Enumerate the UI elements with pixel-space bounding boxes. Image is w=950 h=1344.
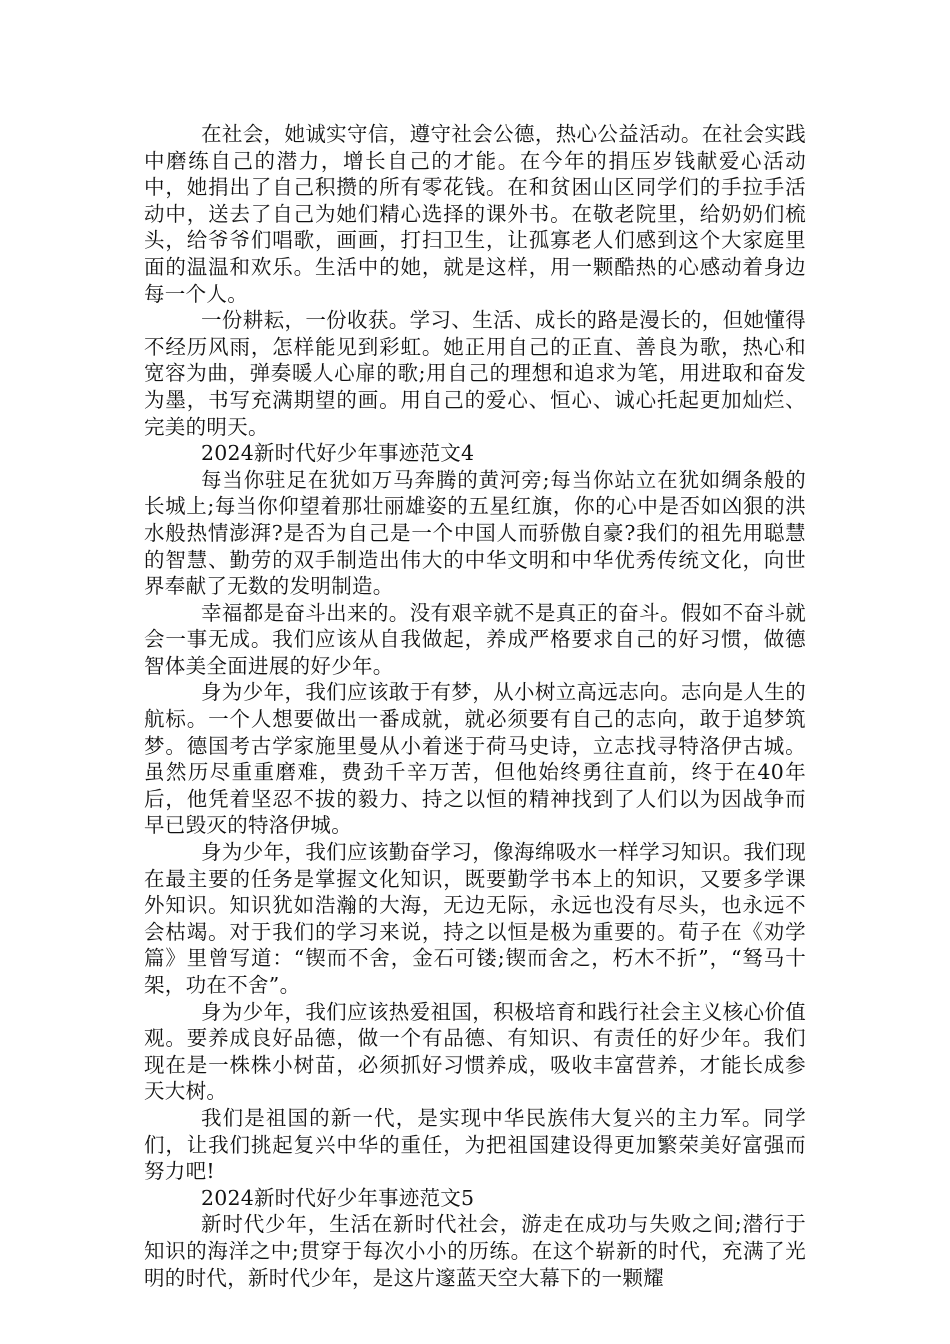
paragraph: 身为少年，我们应该勤奋学习，像海绵吸水一样学习知识。我们现在最主要的任务是掌握文化知识，既要勤学书本上的知识，又要多学课外知识。知识犹如浩瀚的大海，无边无际，永远也没有尽头，也永远不会枯竭。对于我们的学习来说，持之以恒是极为重要的。荀子在《劝学篇》里曾写道：“锲而不舍，金石可镂;锲而舍之，朽木不折”，“驽马十架，功在不舍”。	[144, 840, 806, 997]
paragraph: 身为少年，我们应该敢于有梦，从小树立高远志向。志向是人生的航标。一个人想要做出一番成就，就必须要有自己的志向，敢于追梦筑梦。德国考古学家施里曼从小着迷于荷马史诗，立志找寻特洛伊古城。虽然历尽重重磨难，费劲千辛万苦，但他始终勇往直前，终于在40年后，他凭着坚忍不拔的毅力、持之以恒的精神找到了人们以为因战争而早已毁灭的特洛伊城。	[144, 680, 806, 838]
document-body	[144, 121, 806, 1291]
paragraph: 新时代少年，生活在新时代社会，游走在成功与失败之间;潜行于知识的海洋之中;贯穿于每次小小的历练。在这个崭新的时代，充满了光明的时代，新时代少年，是这片邃蓝天空大幕下的一颗耀	[144, 1212, 806, 1290]
paragraph: 一份耕耘，一份收获。学习、生活、成长的路是漫长的，但她懂得不经历风雨，怎样能见到彩虹。她正用自己的正直、善良为歌，热心和宽容为曲，弹奏暖人心扉的歌;用自己的理想和追求为笔，用进取和奋发为墨，书写充满期望的画。用自己的爱心、恒心、诚心托起更加灿烂、完美的明天。	[144, 308, 806, 439]
paragraph: 幸福都是奋斗出来的。没有艰辛就不是真正的奋斗。假如不奋斗就会一事无成。我们应该从自我做起，养成严格要求自己的好习惯，做德智体美全面进展的好少年。	[144, 600, 806, 678]
paragraph: 每当你驻足在犹如万马奔腾的黄河旁;每当你站立在犹如绸条般的长城上;每当你仰望着那壮丽雄姿的五星红旗，你的心中是否如凶狠的洪水般热情澎湃?是否为自己是一个中国人而骄傲自豪?我们的祖先用聪慧的智慧、勤劳的双手制造出伟大的中华文明和中华优秀传统文化，向世界奉献了无数的发明制造。	[144, 467, 806, 599]
paragraph: 在社会，她诚实守信，遵守社会公德，热心公益活动。在社会实践中磨练自己的潜力，增长自己的才能。在今年的捐压岁钱献爱心活动中，她捐出了自己积攒的所有零花钱。在和贫困山区同学们的手拉手活动中，送去了自己为她们精心选择的课外书。在敬老院里，给奶奶们梳头，给爷爷们唱歌，画画，打扫卫生，让孤寡老人们感到这个大家庭里面的温温和欢乐。生活中的她，就是这样，用一颗酷热的心感动着身边每一个人。	[144, 122, 806, 306]
section-heading: 2024新时代好少年事迹范文5	[201, 1185, 475, 1210]
section-heading: 2024新时代好少年事迹范文4	[201, 441, 475, 466]
paragraph: 我们是祖国的新一代，是实现中华民族伟大复兴的主力军。同学们，让我们挑起复兴中华的重任，为把祖国建设得更加繁荣美好富强而努力吧!	[144, 1105, 806, 1184]
paragraph: 身为少年，我们应该热爱祖国，积极培育和践行社会主义核心价值观。要养成良好品德，做一个有品德、有知识、有责任的好少年。我们现在是一株株小树苗，必须抓好习惯养成，吸收丰富营养，才能长成参天大树。	[144, 999, 806, 1104]
